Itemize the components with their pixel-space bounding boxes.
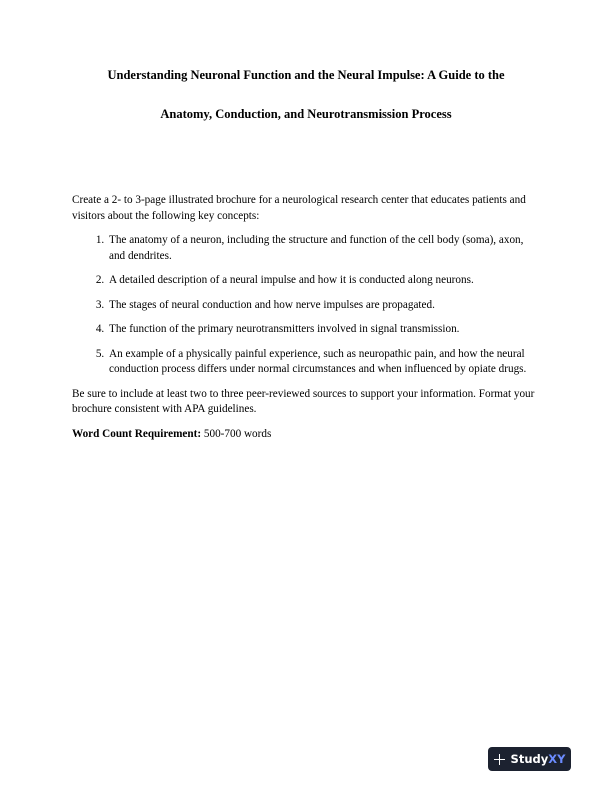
list-item: 5. An example of a physically painful experience, such as neuropathic pain, and how the neural conduction process differs under normal circumstances and when influenced by opiate drugs. [107, 347, 542, 378]
word-count-requirement [72, 427, 542, 443]
brand-name-part-1: Study [510, 752, 549, 766]
document-body [72, 193, 542, 442]
closing-paragraph: Be sure to include at least two to three peer-reviewed sources to support your information. Format your brochure consistent with APA guidelines. [72, 387, 535, 415]
list-item: 1. The anatomy of a neuron, including the structure and function of the cell body (soma), axon, and dendrites. [107, 233, 542, 264]
intro-paragraph: Create a 2- to 3-page illustrated brochure for a neurological research center that educates patients and visitors about the following key concepts: [72, 194, 526, 222]
list-item: 3. The stages of neural conduction and how nerve impulses are propagated. [107, 298, 542, 314]
concepts-list [72, 233, 542, 378]
word-count-value: 500-700 words [201, 427, 272, 440]
brand-name-part-2: XY [548, 752, 566, 766]
word-count-label: Word Count Requirement: [72, 427, 202, 440]
document-title-line-2: Anatomy, Conduction, and Neurotransmission Process [160, 107, 452, 121]
plus-icon [494, 754, 505, 765]
studyxy-badge[interactable] [488, 747, 571, 771]
list-item: 4. The function of the primary neurotransmitters involved in signal transmission. [107, 322, 542, 338]
document-title-line-1: Understanding Neuronal Function and the Neural Impulse: A Guide to the [107, 68, 505, 82]
list-item: 2. A detailed description of a neural impulse and how it is conducted along neurons. [107, 273, 542, 289]
